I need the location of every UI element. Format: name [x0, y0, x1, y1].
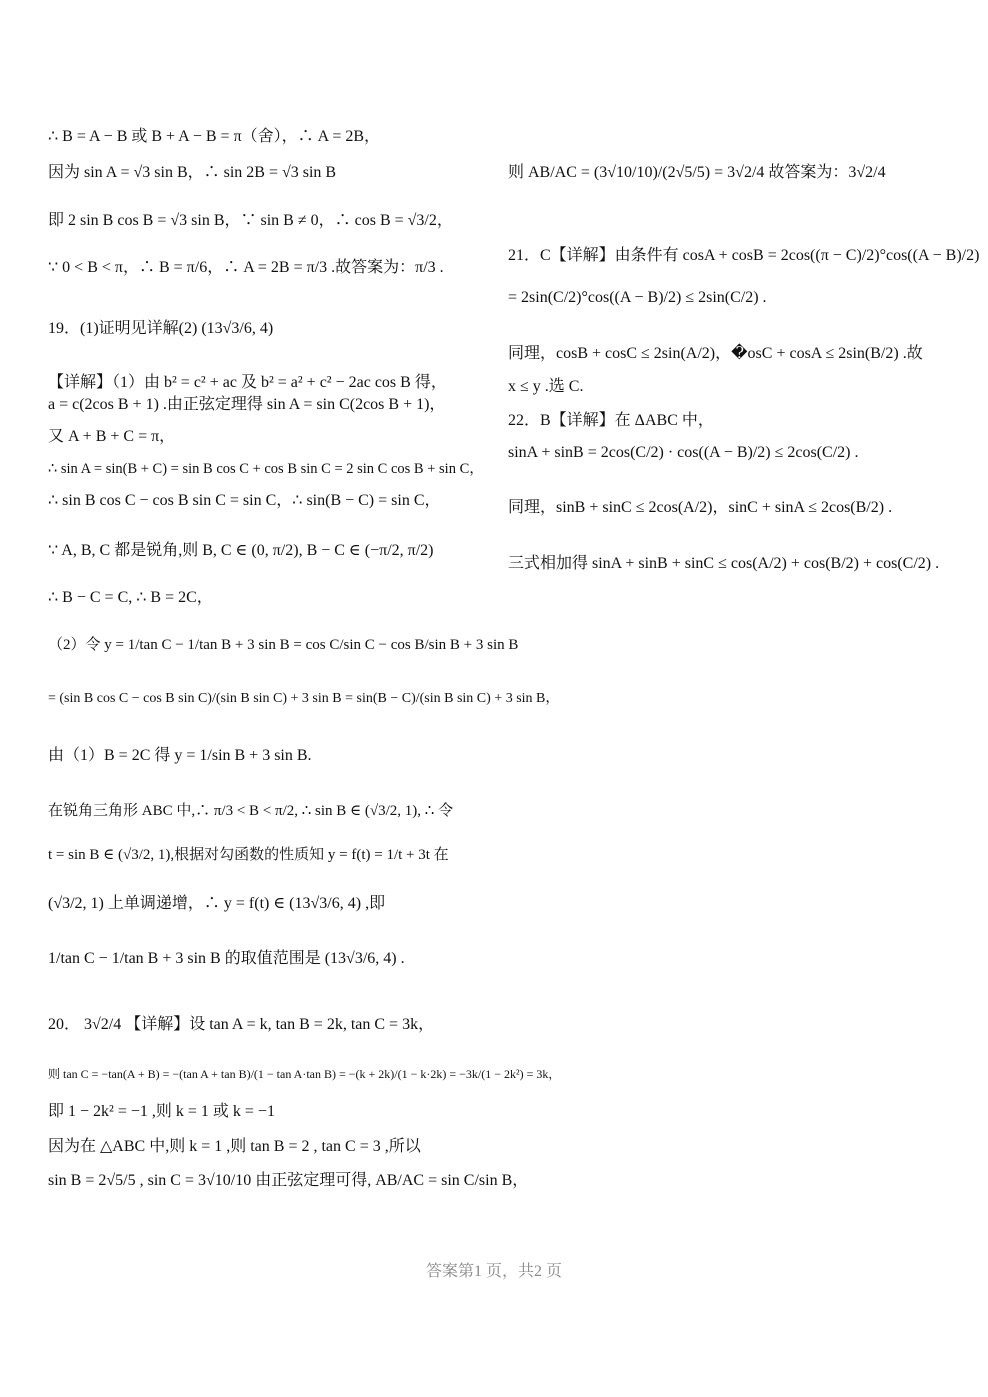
text-line: ∵ 0 < B < π，∴ B = π/6，∴ A = 2B = π/3 .故答案为：π/3 . — [48, 259, 444, 276]
text-line: sinA + sinB = 2cos(C/2) · cos((A − B)/2) ≤ 2cos(C/2) . — [508, 444, 859, 461]
question-19-heading: 19．(1)证明见详解(2) (13√3/6, 4) — [48, 320, 274, 337]
text-line: 【详解】（1）由 b² = c² + ac 及 b² = a² + c² − 2ac cos B 得， — [48, 374, 447, 391]
text-line: 因为在 △ABC 中,则 k = 1 ,则 tan B = 2 , tan C = 3 ,所以 — [48, 1138, 421, 1155]
text-line: 同理，cosB + cosC ≤ 2sin(A/2)，�osC + cosA ≤ 2sin(B/2) .故 — [508, 345, 923, 362]
question-20-heading: 20． 3√2/4 【详解】设 tan A = k, tan B = 2k, tan C = 3k， — [48, 1016, 435, 1033]
text-line: 即 1 − 2k² = −1 ,则 k = 1 或 k = −1 — [48, 1103, 275, 1120]
text-line: （2）令 y = 1/tan C − 1/tan B + 3 sin B = cos C/sin C − cos B/sin B + 3 sin B — [48, 637, 519, 653]
text-line: 1/tan C − 1/tan B + 3 sin B 的取值范围是 (13√3/6, 4) . — [48, 950, 405, 967]
text-line: (√3/2, 1) 上单调递增，∴ y = f(t) ∈ (13√3/6, 4) ,即 — [48, 895, 386, 912]
text-line: = (sin B cos C − cos B sin C)/(sin B sin C) + 3 sin B = sin(B − C)/(sin B sin C) + 3 sin B， — [48, 691, 560, 706]
text-line: 因为 sin A = √3 sin B，∴ sin 2B = √3 sin B — [48, 164, 337, 181]
text-line: ∴ sin B cos C − cos B sin C = sin C，∴ sin(B − C) = sin C， — [48, 492, 441, 509]
text-line: ∵ A, B, C 都是锐角,则 B, C ∈ (0, π/2), B − C ∈ (−π/2, π/2) — [48, 542, 434, 559]
text-line: 即 2 sin B cos B = √3 sin B，∵ sin B ≠ 0，∴ cos B = √3/2， — [48, 212, 453, 229]
text-line: x ≤ y .选 C. — [508, 378, 584, 395]
text-line: 则 AB/AC = (3√10/10)/(2√5/5) = 3√2/4 故答案为：3√2/4 — [508, 164, 886, 181]
text-line: ∴ B − C = C, ∴ B = 2C， — [48, 589, 213, 606]
page-footer: 答案第1 页，共2 页 — [425, 1263, 562, 1280]
text-line: = 2sin(C/2)°cos((A − B)/2) ≤ 2sin(C/2) . — [508, 289, 767, 306]
text-line: 三式相加得 sinA + sinB + sinC ≤ cos(A/2) + cos(B/2) + cos(C/2) . — [508, 555, 940, 572]
text-line: t = sin B ∈ (√3/2, 1),根据对勾函数的性质知 y = f(t) = 1/t + 3t 在 — [48, 847, 449, 863]
text-line: 由（1）B = 2C 得 y = 1/sin B + 3 sin B. — [48, 747, 312, 764]
text-line: ∴ sin A = sin(B + C) = sin B cos C + cos B sin C = 2 sin C cos B + sin C， — [48, 461, 484, 477]
text-line: 同理，sinB + sinC ≤ 2cos(A/2)，sinC + sinA ≤ 2cos(B/2) . — [508, 499, 893, 516]
text-line: ∴ B = A − B 或 B + A − B = π（舍），∴ A = 2B， — [48, 128, 381, 145]
question-22-heading: 22．B【详解】在 ΔABC 中， — [508, 412, 714, 429]
text-line: 则 tan C = −tan(A + B) = −(tan A + tan B)/(1 − tan A·tan B) = −(k + 2k)/(1 − k·2k) = −3k/(1 − 2k²) = 3k， — [48, 1067, 561, 1081]
text-line: 又 A + B + C = π， — [48, 428, 176, 445]
text-line: 在锐角三角形 ABC 中,∴ π/3 < B < π/2, ∴ sin B ∈ (√3/2, 1), ∴ 令 — [48, 803, 454, 819]
text-line: a = c(2cos B + 1) .由正弦定理得 sin A = sin C(2cos B + 1)， — [48, 396, 446, 413]
question-21-heading: 21．C【详解】由条件有 cosA + cosB = 2cos((π − C)/2)°cos((A − B)/2) — [508, 247, 980, 264]
text-line: sin B = 2√5/5 , sin C = 3√10/10 由正弦定理可得, AB/AC = sin C/sin B， — [48, 1172, 529, 1189]
